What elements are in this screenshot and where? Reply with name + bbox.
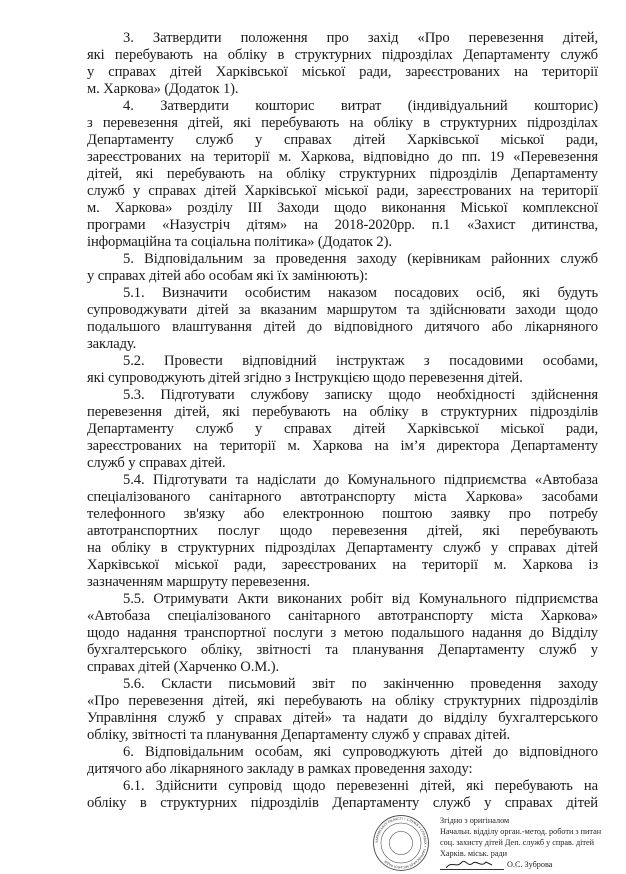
paragraph-5-6-line: «Про перевезення дітей, які перебувають на обліку структурних підрозділів: [87, 693, 598, 709]
paragraph-6-line: 6. Відповідальним особам, які супроводжують дітей до відповідного: [123, 744, 598, 760]
paragraph-5-3-line: служб у справах дітей.: [87, 455, 226, 471]
paragraph-5-2-line: які супроводжують дітей згідно з Інструкцією щодо перевезення дітей.: [87, 370, 523, 386]
paragraph-4-line: програми «Назустріч дітям» на 2018-2020рр. п.1 «Захист дитинства,: [87, 217, 598, 233]
paragraph-5-6-line: обліку, звітності та планування Департаменту служб у справах дітей.: [87, 727, 511, 743]
stamp-text: ХАРКІВСЬКОЇ ОБЛАСТІ • СЛУЖБ У СПРАВАХ • ХАРКІВСЬКОЇ МІСЬКОЇ РАДИ: [374, 816, 428, 870]
paragraph-5-4-line: 5.4. Підготувати та надіслати до Комунального підприємства «Автобаза: [123, 472, 598, 488]
paragraph-3-line: які перебувають на обліку в структурних підрозділах Департаменту служб: [87, 47, 598, 63]
paragraph-4-line: Департаменту служб у справах дітей Харківської міської ради,: [87, 132, 598, 148]
paragraph-5-6-line: Управління служб у справах дітей» та надати до відділу бухгалтерського: [87, 710, 598, 726]
paragraph-5-3-line: 5.3. Підготувати службову записку щодо необхідності здійснення: [123, 387, 598, 403]
paragraph-4-line: інформаційна та соціальна політика» (Додаток 2).: [87, 234, 392, 250]
paragraph-4-line: служб у справах дітей Харківської міської ради, зареєстрованих на території: [87, 183, 598, 199]
paragraph-4-line: м. Харкова» розділу ІІІ Заходи щодо виконання Міської комплексної: [87, 200, 598, 216]
paragraph-6-1-line: обліку в структурних підрозділів Департаменту служб у справах дітей: [87, 795, 598, 811]
paragraph-5-6-line: 5.6. Скласти письмовий звіт по закінченню проведення заходу: [123, 676, 598, 692]
paragraph-6-line: дитячого або лікарняного закладу в рамках проведення заходу:: [87, 761, 473, 777]
paragraph-5-4-line: автотранспортних послуг щодо перевезення дітей, які перебувають: [87, 523, 598, 539]
paragraph-5-1-line: подальшого влаштування дітей до відповідного дитячого або лікарняного: [87, 319, 598, 335]
paragraph-5-3-line: перевезення дітей, які перебувають на обліку в структурних підрозділів: [87, 404, 598, 420]
certification-organization: Харків. міськ. ради: [440, 849, 508, 858]
paragraph-5-4-line: телефонного зв'язку або електронною поштою заявку про потребу: [87, 506, 598, 522]
paragraph-4-line: з перевезення дітей, які перебувають на обліку в структурних підрозділах: [87, 115, 598, 131]
signer-name: О.С. Зуброва: [507, 860, 553, 869]
paragraph-5-1-line: супроводжувати дітей за вказаним маршрутом та здійснювати заходи щодо: [87, 302, 598, 318]
paragraph-5-2-line: 5.2. Провести відповідний інструктаж з посадовими особами,: [123, 353, 598, 369]
document-body: [87, 30, 598, 812]
paragraph-5-line: у справах дітей або особам які їх замінюють):: [87, 268, 368, 284]
certification-block: [440, 815, 601, 870]
paragraph-3-line: 3. Затвердити положення про захід «Про перевезення дітей,: [123, 30, 598, 46]
paragraph-5-1-line: закладу.: [87, 336, 137, 352]
certification-position-2: соц. захисту дітей Деп. служб у справ. дітей: [440, 838, 595, 847]
paragraph-5-5-line: бухгалтерського обліку, звітності та планування Департаменту служб у: [87, 642, 598, 658]
paragraph-4-line: 4. Затвердити кошторис витрат (індивідуальний кошторис): [123, 98, 598, 114]
paragraph-3-line: у справах дітей Харківської міської ради, зареєстрованих на території: [87, 64, 598, 80]
paragraph-5-5-line: справах дітей (Харченко О.М.).: [87, 659, 280, 675]
certification-position: Начальн. відділу орган.-метод. роботи з питан: [440, 827, 602, 836]
paragraph-5-5-line: 5.5. Отримувати Акти виконаних робіт від Комунального підприємства: [123, 591, 598, 607]
paragraph-5-4-line: Харківської міської ради, зареєстрованих на території м. Харкова із: [87, 557, 598, 573]
paragraph-5-3-line: Департаменту служб у справах дітей Харківської міської ради,: [87, 421, 598, 437]
certification-line: Згідно з оригіналом: [440, 816, 510, 825]
signature-line: [440, 859, 504, 870]
paragraph-5-4-line: спеціалізованого санітарного автотранспорту міста Харкова» засобами: [87, 489, 598, 505]
paragraph-5-4-line: на обліку в структурних підрозділах Департаменту служб у справах дітей: [87, 540, 598, 556]
paragraph-5-4-line: зазначенням маршруту перевезення.: [87, 574, 310, 590]
paragraph-5-3-line: зареєстрованих на території м. Харкова на ім’я директора Департаменту: [87, 438, 598, 454]
paragraph-3-line: м. Харкова» (Додаток 1).: [87, 81, 239, 97]
paragraph-5-1-line: 5.1. Визначити особистим наказом посадових осіб, які будуть: [123, 285, 598, 301]
paragraph-4-line: зареєстрованих на території м. Харкова, відповідно до пп. 19 «Перевезення: [87, 149, 598, 165]
paragraph-4-line: дітей, які перебувають на обліку структурних підрозділів Департаменту: [87, 166, 598, 182]
paragraph-5-5-line: щодо надання транспортної послуги з метою подальшого надання до Відділу: [87, 625, 598, 641]
paragraph-5-5-line: «Автобаза спеціалізованого санітарного автотранспорту міста Харкова»: [87, 608, 598, 624]
official-stamp: [372, 814, 430, 872]
svg-text:ХАРКІВСЬКОЇ ОБЛАСТІ • СЛУЖБ У: [375, 817, 427, 870]
paragraph-6-1-line: 6.1. Здійснити супровід щодо перевезенні дітей, які перебувають на: [123, 778, 598, 794]
paragraph-5-line: 5. Відповідальним за проведення заходу (керівникам районних служб: [123, 251, 598, 267]
handwritten-signature: [440, 859, 504, 869]
